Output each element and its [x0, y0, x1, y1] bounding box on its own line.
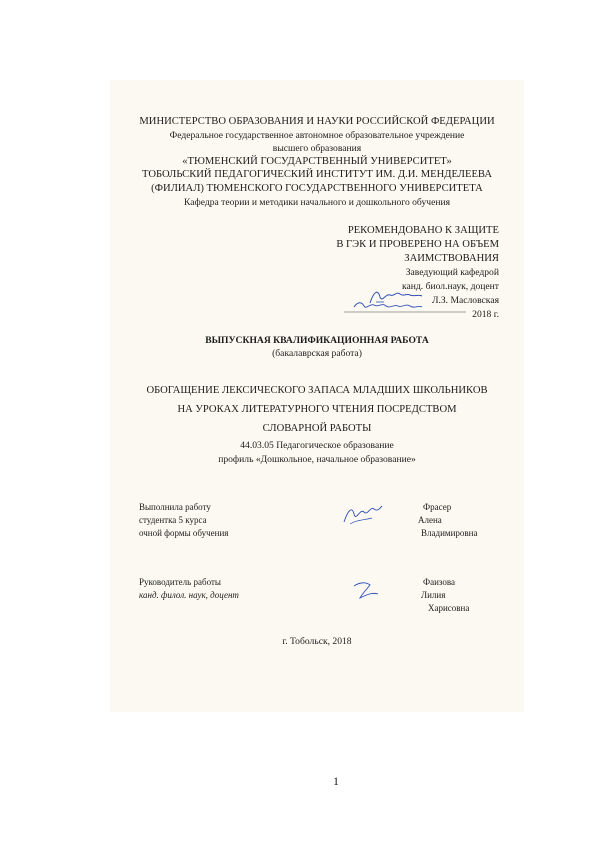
- author-name: Алена: [418, 515, 442, 525]
- supervisor-name: Лилия: [421, 590, 446, 600]
- supervisor-degree: канд. филол. наук, доцент: [139, 590, 239, 600]
- approval-line-3: ЗАИМСТВОВАНИЯ: [404, 253, 499, 264]
- ministry-line: МИНИСТЕРСТВО ОБРАЗОВАНИЯ И НАУКИ РОССИЙСКОЙ ФЕДЕРАЦИИ: [139, 116, 495, 127]
- institution-type-line-1: Федеральное государственное автономное образовательное учреждение: [169, 130, 465, 141]
- institute-line-1: ТОБОЛЬСКИЙ ПЕДАГОГИЧЕСКИЙ ИНСТИТУТ ИМ. Д.И. МЕНДЕЛЕЕВА: [142, 169, 492, 180]
- profile-line: профиль «Дошкольное, начальное образование»: [218, 454, 416, 465]
- page-number: 1: [333, 774, 339, 788]
- speciality-code: 44.03.05 Педагогическое образование: [240, 440, 394, 451]
- approval-year: 2018 г.: [472, 309, 499, 320]
- title-line-1: ОБОГАЩЕНИЕ ЛЕКСИЧЕСКОГО ЗАПАСА МЛАДШИХ ШКОЛЬНИКОВ: [146, 385, 488, 396]
- approver-position: Заведующий кафедрой: [405, 267, 499, 278]
- author-label-3: очной формы обучения: [139, 528, 229, 538]
- approval-line-2: В ГЭК И ПРОВЕРЕНО НА ОБЪЕМ: [336, 239, 499, 250]
- handwritten-date: [342, 298, 468, 314]
- institute-line-2: (ФИЛИАЛ) ТЮМЕНСКОГО ГОСУДАРСТВЕННОГО УНИВЕРСИТЕТА: [151, 183, 483, 194]
- institution-type-line-2: высшего образования: [272, 143, 362, 154]
- author-signature: [338, 500, 386, 530]
- title-line-3: СЛОВАРНОЙ РАБОТЫ: [262, 423, 372, 434]
- supervisor-surname: Фаизова: [423, 577, 456, 587]
- work-subtype: (бакалаврская работа): [272, 348, 362, 359]
- supervisor-signature: [348, 578, 382, 604]
- supervisor-patronymic: Харисовна: [428, 603, 470, 613]
- work-type: ВЫПУСКНАЯ КВАЛИФИКАЦИОННАЯ РАБОТА: [205, 335, 429, 346]
- university-name: «ТЮМЕНСКИЙ ГОСУДАРСТВЕННЫЙ УНИВЕРСИТЕТ»: [182, 156, 452, 167]
- author-surname: Фрасер: [423, 502, 452, 512]
- approver-name: Л.З. Масловская: [431, 295, 499, 306]
- approval-line-1: РЕКОМЕНДОВАНО К ЗАЩИТЕ: [347, 225, 499, 236]
- department-line: Кафедра теории и методики начального и дошкольного обучения: [183, 197, 451, 208]
- approver-degree: канд. биол.наук, доцент: [401, 281, 499, 292]
- author-label-1: Выполнила работу: [139, 502, 211, 512]
- supervisor-label: Руководитель работы: [139, 577, 221, 587]
- city-year: г. Тобольск, 2018: [282, 636, 352, 647]
- author-patronymic: Владимировна: [421, 528, 478, 538]
- author-label-2: студентка 5 курса: [139, 515, 207, 525]
- title-line-2: НА УРОКАХ ЛИТЕРАТУРНОГО ЧТЕНИЯ ПОСРЕДСТВОМ: [177, 404, 457, 415]
